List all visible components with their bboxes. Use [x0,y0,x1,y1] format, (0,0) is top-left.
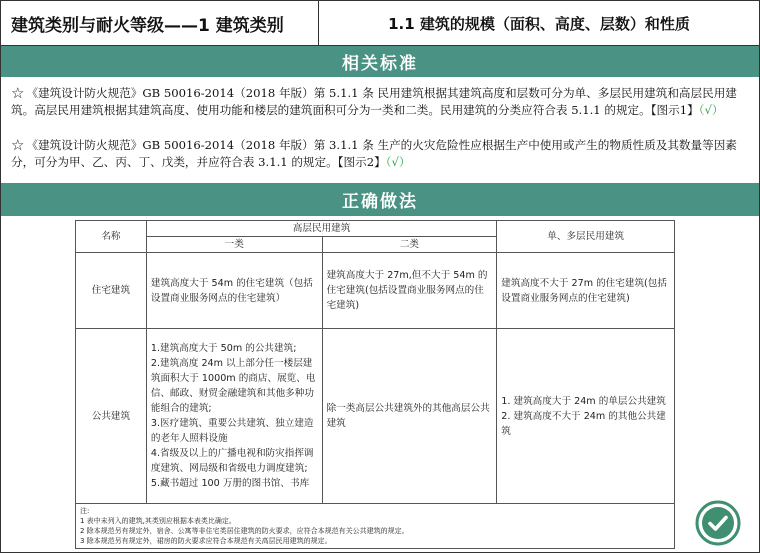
row-name: 住宅建筑 [76,253,147,329]
table-row [76,329,675,504]
note-line: 1 表中未列入的建筑,其类别应根据本表类比确定。 [80,517,236,525]
header-low-rise: 单、多层民用建筑 [497,221,675,253]
cell-class-1: 建筑高度大于 54m 的住宅建筑（包括设置商业服务网点的住宅建筑） [146,253,322,329]
list-item: 1.建筑高度大于 50m 的公共建筑; [150,343,297,354]
table-row [76,253,675,329]
standard-text: 《建筑设计防火规范》GB 50016-2014（2018 年版）第 3.1.1 条 生产的火灾危险性应根据生产中使用或产生的物质性质及其数量等因素分，可分为甲、乙、丙、丁、戊类，并应符合表 3.1.1 的规定。【图示2】 [11,138,737,169]
check-mark: （√） [698,103,724,117]
star-icon: ☆ [11,136,25,154]
table-notes [76,504,675,549]
list-item: 2.建筑高度 24m 以上部分任一楼层建筑面积大于 1000m 的商店、展览、电信、邮政、财贸金融建筑和其他多种功能组合的建筑; [150,358,316,414]
building-classification-table [75,220,675,549]
note-line: 3 除本规范另有规定外，裙房的防火要求应符合本规范有关高层民用建筑的规定。 [80,537,332,545]
practice-heading: 正确做法 [1,183,759,216]
header-class-2: 二类 [322,237,497,253]
section-subtitle: 1.1 建筑的规模（面积、高度、层数）和性质 [388,14,690,33]
list-item: 3.医疗建筑、重要公共建筑、独立建造的老年人照料设施 [150,418,314,444]
table-notes-row [76,504,675,549]
list-item: 1. 建筑高度大于 24m 的单层公共建筑 [501,395,666,407]
standard-item [11,85,749,119]
header-high-rise: 高层民用建筑 [146,221,496,237]
cell-class-2: 除一类高层公共建筑外的其他高层公共建筑 [322,329,497,504]
standards-heading: 相关标准 [1,46,759,77]
cell-class-1 [146,329,322,504]
check-circle-icon [695,500,741,546]
row-name: 公共建筑 [76,329,147,504]
check-mark: （√） [385,155,411,169]
page-title: 建筑类别与耐火等级——1 建筑类别 [1,1,319,45]
standard-text: 《建筑设计防火规范》GB 50016-2014（2018 年版）第 5.1.1 条 民用建筑根据其建筑高度和层数可分为单、多层民用建筑和高层民用建筑。高层民用建筑根据其建筑高度、使用功能和楼层的建筑面积可分为一类和二类。民用建筑的分类应符合表 5.1.1 的规定。【图示1】 [11,86,737,117]
list-item: 4.省级及以上的广播电视和防灾指挥调度建筑、网局级和省级电力调度建筑; [150,448,314,474]
cell-low-rise: 建筑高度不大于 27m 的住宅建筑(包括设置商业服务网点的住宅建筑) [497,253,675,329]
page-header [1,1,759,46]
note-line: 注: [80,507,90,515]
standard-item [11,137,749,171]
header-name: 名称 [76,221,147,253]
star-icon: ☆ [11,84,25,102]
note-line: 2 除本规范另有规定外，宿舍、公寓等非住宅类居住建筑的防火要求，应符合本规范有关公共建筑的规定。 [80,527,409,535]
list-item: 2. 建筑高度不大于 24m 的其他公共建筑 [501,410,666,437]
cell-class-2: 建筑高度大于 27m,但不大于 54m 的住宅建筑(包括设置商业服务网点的住宅建筑) [322,253,497,329]
header-class-1: 一类 [146,237,322,253]
list-item: 5.藏书超过 100 万册的图书馆、书库 [150,478,310,489]
cell-low-rise [497,329,675,504]
